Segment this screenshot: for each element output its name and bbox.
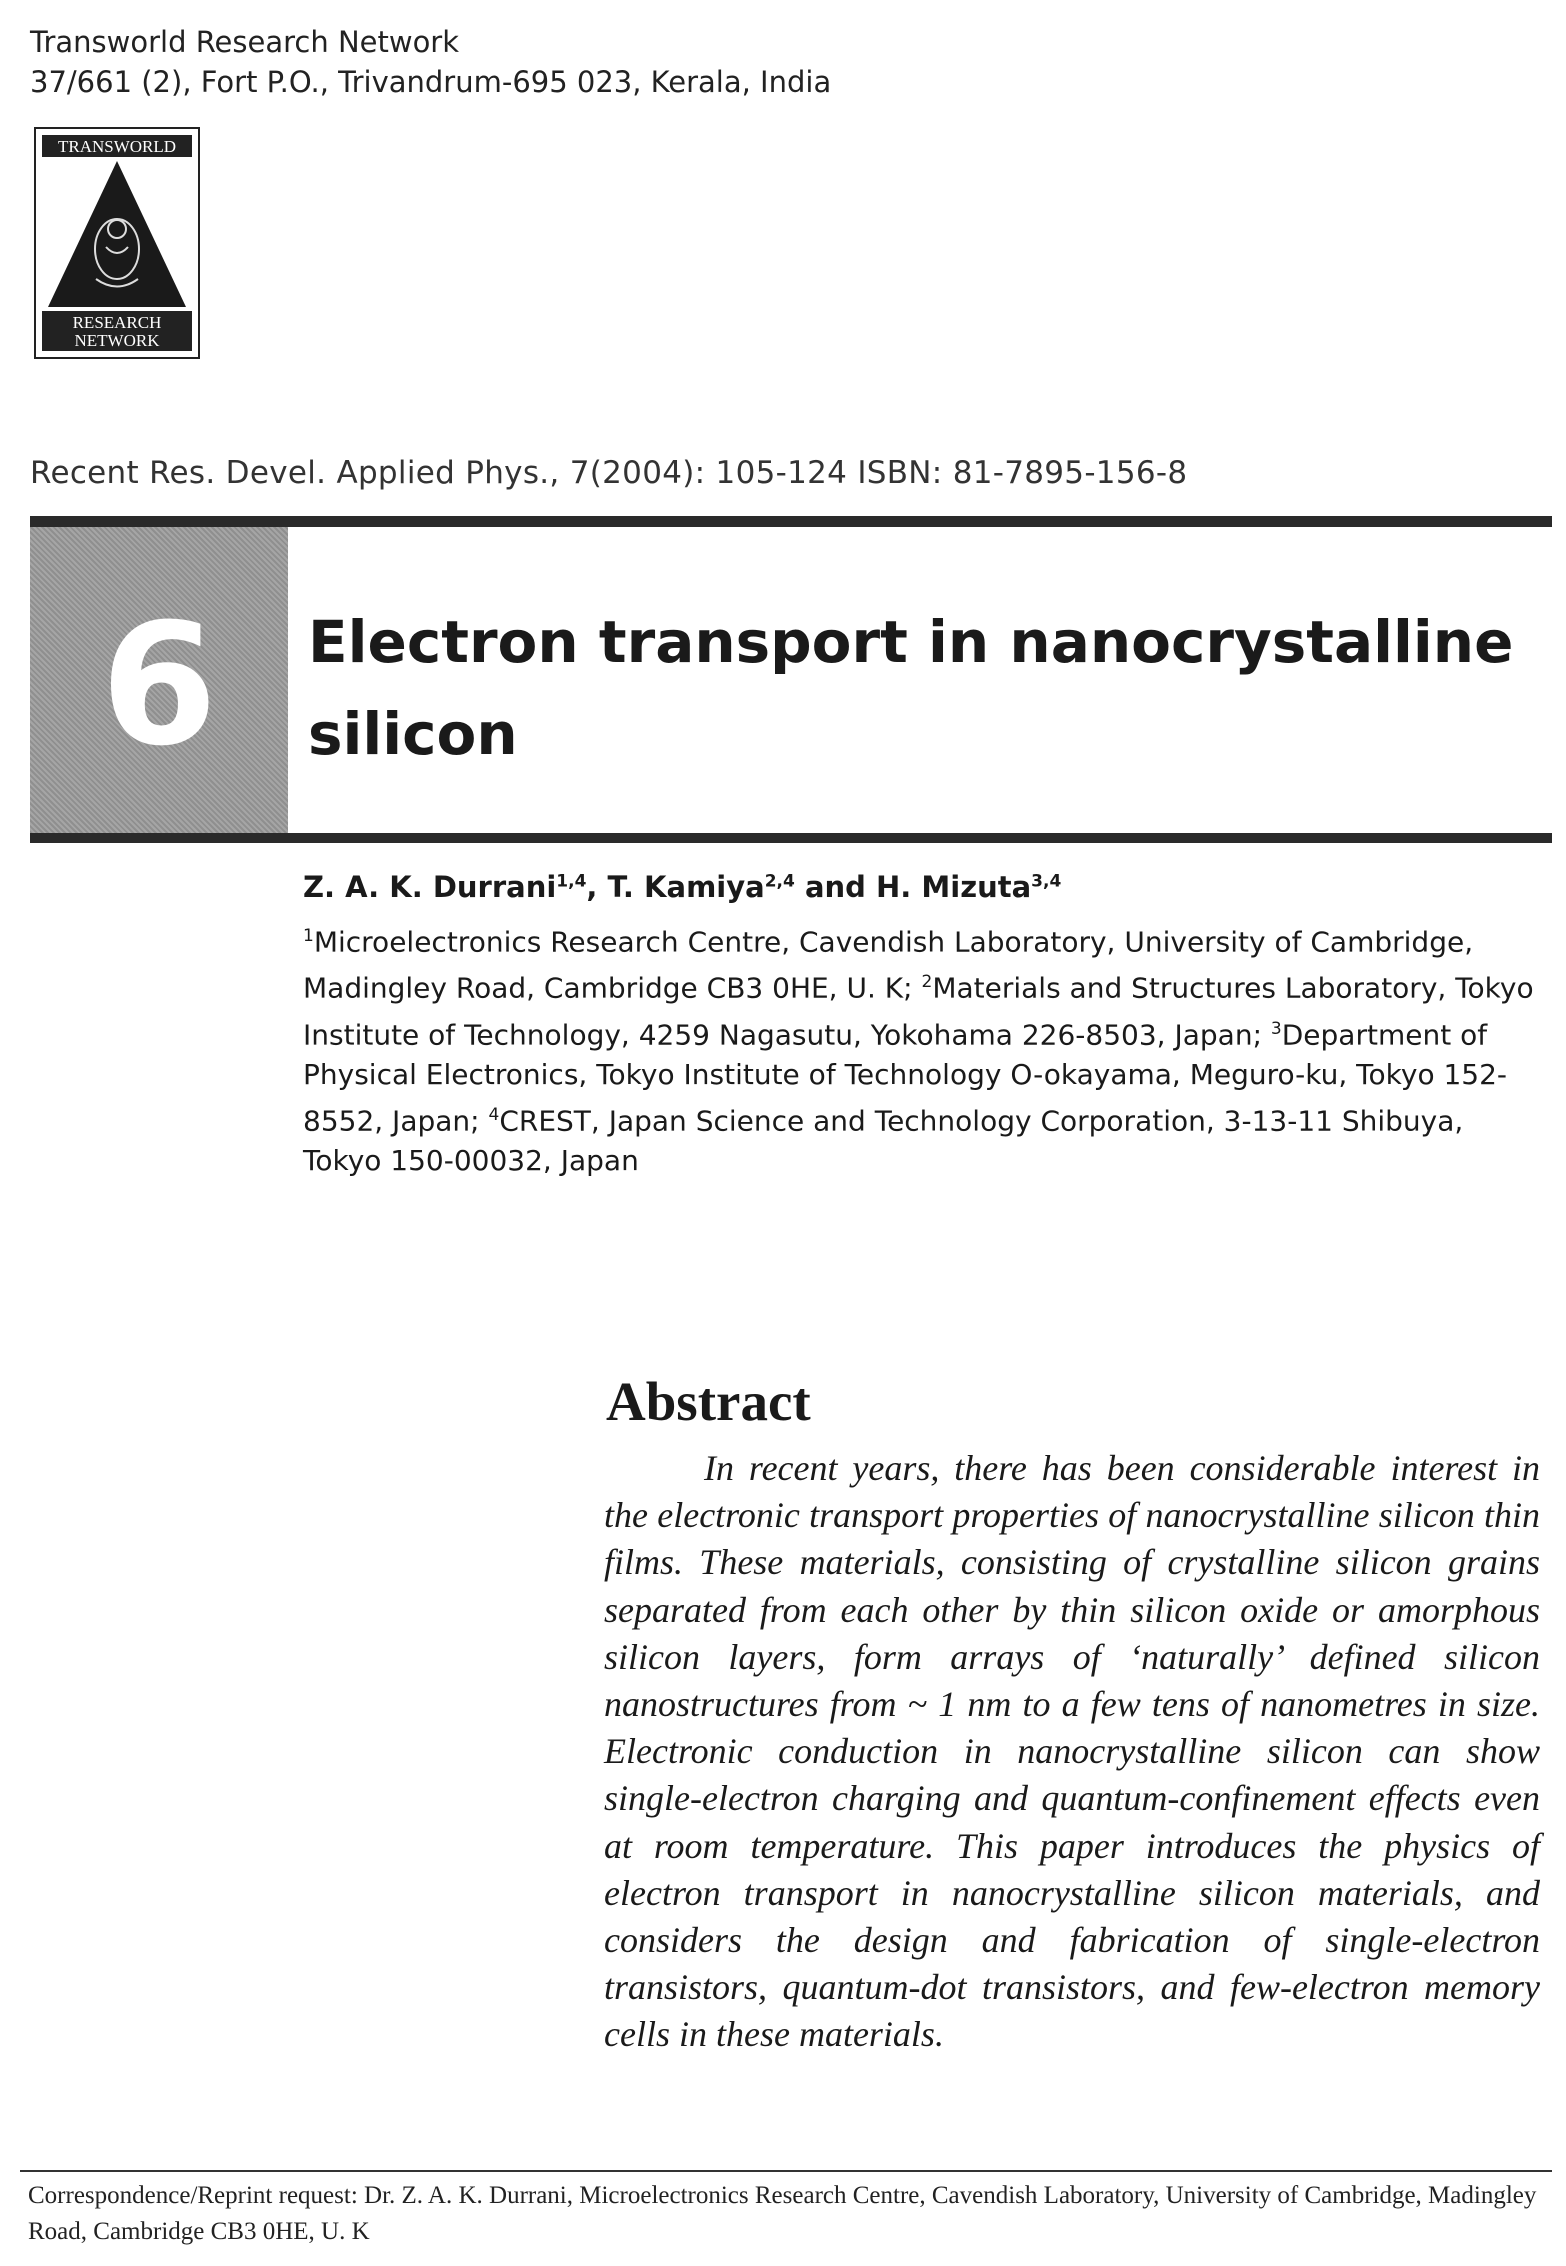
publisher-logo	[34, 127, 200, 359]
logo-bottom-line2: NETWORK	[74, 331, 160, 350]
author-list	[303, 870, 1061, 904]
author-name: T. Kamiya	[607, 870, 765, 904]
affiliation-sup: 1	[303, 926, 314, 946]
abstract-body: In recent years, there has been considerable interest in the electronic transport properties of nanocrystalline silicon thin films. These materials, consisting of crystalline silicon grains separated from each other by thin silicon oxide or amorphous silicon layers, form arrays of ‘naturally’ defined silicon nanostructures from ~ 1 nm to a few tens of nanometres in size. Electronic conduction in nanocrystalline silicon can show single-electron charging and quantum-confinement effects even at room temperature. This paper introduces the physics of electron transport in nanocrystalline silicon materials, and considers the design and fabrication of single-electron transistors, quantum-dot transistors, and few-electron memory cells in these materials.	[604, 1448, 1540, 2055]
author-name: Z. A. K. Durrani	[303, 870, 557, 904]
author-separator: and	[794, 870, 877, 904]
chapter-number-box	[30, 527, 288, 833]
author-separator: ,	[586, 870, 608, 904]
abstract-heading: Abstract	[606, 1371, 811, 1432]
author-affil-sup: 3,4	[1031, 871, 1062, 892]
affiliation-text: Materials and Structures Laboratory, Tokyo Institute of Technology, 4259 Nagasutu, Yokohama 226-8503, Japan;	[303, 971, 1534, 1051]
footnote-rule	[20, 2170, 1552, 2172]
logo-top-text: TRANSWORLD	[57, 137, 177, 156]
author-name: H. Mizuta	[876, 870, 1032, 904]
logo-bottom-line1: RESEARCH	[72, 313, 162, 332]
citation-line: Recent Res. Devel. Applied Phys., 7(2004): 105-124 ISBN: 81-7895-156-8	[30, 455, 1188, 491]
publisher-name: Transworld Research Network	[30, 25, 460, 59]
correspondence-footnote: Correspondence/Reprint request: Dr. Z. A. K. Durrani, Microelectronics Research Centre, Cavendish Laboratory, University of Cambridge, Madingley Road, Cambridge CB3 0HE, U. K	[28, 2182, 1537, 2245]
affiliations	[303, 916, 1548, 1181]
affiliation-text: Microelectronics Research Centre, Cavendish Laboratory, University of Cambridge, Madingley Road, Cambridge CB3 0HE, U. K;	[303, 925, 1474, 1005]
header-rule-bottom	[30, 833, 1552, 843]
affiliation-sup: 3	[1270, 1018, 1282, 1039]
publisher-block	[30, 22, 831, 102]
chapter-number: 6	[100, 587, 218, 783]
header-rule-top	[30, 516, 1552, 527]
paper-title: Electron transport in nanocrystalline silicon	[308, 608, 1514, 768]
logo-triangle-icon	[36, 129, 198, 357]
affiliation-text: Department of Physical Electronics, Tokyo Institute of Technology O-okayama, Meguro-ku, Tokyo 152-8552, Japan;	[303, 1017, 1508, 1138]
affiliation-text: CREST, Japan Science and Technology Corporation, 3-13-11 Shibuya, Tokyo 150-00032, Japan	[303, 1104, 1464, 1178]
affiliation-sup: 2	[921, 972, 933, 993]
author-affil-sup: 2,4	[764, 871, 795, 892]
publisher-address: 37/661 (2), Fort P.O., Trivandrum-695 023, Kerala, India	[30, 65, 832, 99]
author-affil-sup: 1,4	[556, 871, 587, 892]
affiliation-sup: 4	[488, 1104, 500, 1125]
